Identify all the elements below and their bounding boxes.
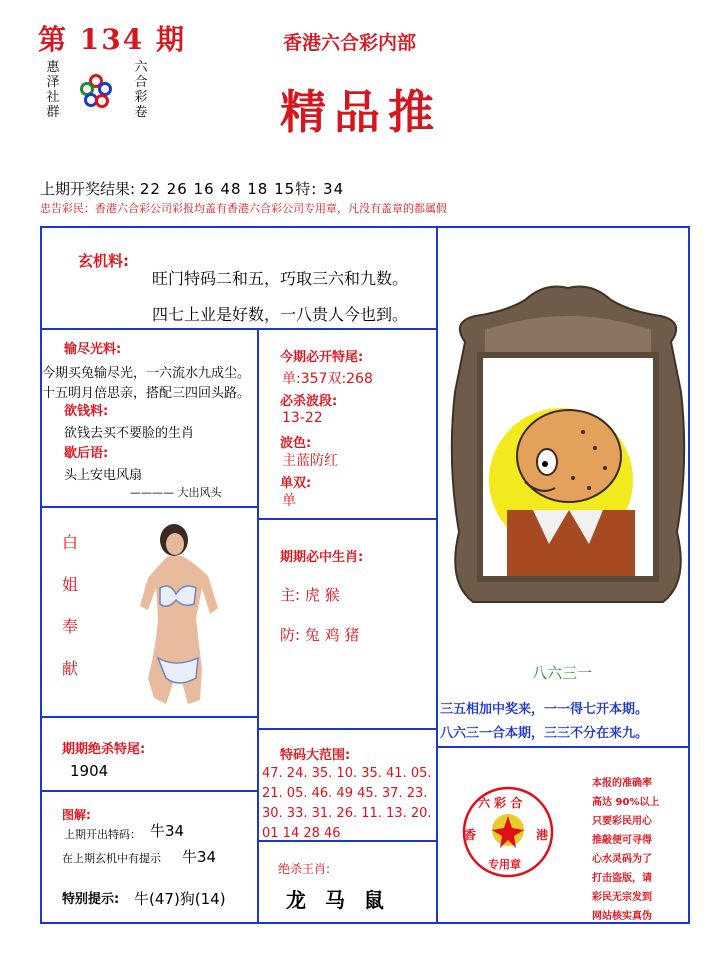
grid-row-left-2 [40,506,258,508]
bose-label: 波色: [280,436,312,451]
xuanji-line-1: 旺门特码二和五，巧取三六和九数。 [152,269,409,288]
grid-left [40,226,42,924]
bose-value: 主蓝防红 [282,453,338,469]
girl-vertical-title: 白 姐 奉 献 [62,533,79,678]
grid-col-2 [436,226,438,922]
cartoon-verse-2: 八六三一合本期，三三不分在来九。 [440,726,649,741]
stamp-right: 港 [536,828,549,842]
bijie-label: 今期必开特尾: [280,350,364,365]
fanwei-line-1: 47. 24. 35. 10. 35. 41. 05. [262,766,432,781]
shuyin-label: 输尽光料: [64,342,122,357]
danshuang-value: 单 [282,493,296,509]
xiehou-answer: ———— 大出风头 [130,486,222,499]
fanwei-label: 特码大范围: [280,748,351,763]
juewang-label: 绝杀王肖: [278,862,331,876]
tujie-row-1-label: 上期开出特码： [64,828,141,841]
last-result [40,178,344,199]
zhongsheng-main: 主: 虎 猴 [280,586,340,604]
tujie-row-2-value: 牛34 [182,848,217,866]
xuanji-label: 玄机料: [78,252,129,270]
zhongsheng-label: 期期必中生肖: [280,550,364,565]
grid-row-mid-2 [258,728,438,730]
stamp-left: 香 [464,828,477,842]
grid-top [40,226,690,228]
xiehou-label: 歇后语: [64,446,109,461]
last-result-numbers: 22 26 16 48 18 15特: 34 [139,180,345,198]
yuqian-label: 欲钱料: [64,404,109,419]
grid-row-right-1 [438,746,690,748]
bosha-value: 13-22 [282,410,323,426]
grid-row-xuanji [40,328,438,330]
grid-row-left-4 [40,790,258,792]
tebie-label: 特别提示: [62,892,120,907]
header-big-title: 精品推 [280,85,442,139]
issue-number: 第 134 期 [38,23,186,56]
xiehou-text: 头上安电风扇 [64,468,143,483]
model-photo [118,518,218,710]
fanwei-line-2: 21. 05. 46. 49 45. 37. 23. [262,786,428,801]
cartoon-caption: 八六三一 [532,664,593,682]
xuanji-line-2: 四七上业是好数，一八贵人今也到。 [152,305,409,324]
cartoon-verse-1: 三五相加中奖来，一一得七开本期。 [440,702,649,717]
vertical-text-left: 惠 泽 社 群 [46,60,60,120]
tujie-row-2-label: 在上期玄机中有提示 [62,852,161,865]
ornate-picture-frame [445,282,691,617]
notice-text: 忠告彩民：香港六合彩公司彩报均盖有香港六合彩公司专用章，凡没有盖章的都属假 [40,202,447,215]
tujie-row-1-value: 牛34 [150,822,185,840]
fanwei-line-3: 30. 33. 31. 26. 11. 13. 20. [262,806,432,821]
bijie-value: 单:357双:268 [282,371,373,387]
shuyin-line-1: 今期买兔输尽光，一六流水九成尘。 [42,366,251,381]
grid-row-left-3 [40,716,258,718]
grid-col-1 [257,330,259,922]
vertical-text-right: 六 合 彩 卷 [134,60,148,120]
yuqian-text: 欲钱去买不要脸的生肖 [64,426,195,441]
last-result-label: 上期开奖结果: [40,180,136,198]
rings-logo [76,74,116,110]
shuyin-line-2: 十五明月倍思亲，搭配三四回头路。 [42,386,251,401]
juewang-value: 龙 马 鼠 [286,888,390,912]
header-title: 香港六合彩内部 [283,32,417,54]
grid-row-mid-1 [258,518,438,520]
bosha-label: 必杀波段: [280,394,338,409]
juesha-label: 期期绝杀特尾: [62,742,146,757]
danshuang-label: 单双: [280,476,312,491]
accuracy-text: 本报的准确率 高达 90%以上 只要彩民用心 推敲便可寻得 心水灵码为了 打击盗版，请 彩民无宗发到 网站核实真伪 [592,778,660,922]
stamp-bottom: 专用章 [488,858,521,871]
stamp-top: 六 彩 合 [478,796,523,810]
zhongsheng-fang: 防: 兔 鸡 猪 [280,626,360,644]
tujie-label: 图解: [62,808,91,822]
tebie-value: 牛(47)狗(14) [134,890,226,908]
juesha-value: 1904 [70,762,109,780]
fanwei-line-4: 01 14 28 46 [262,826,341,841]
